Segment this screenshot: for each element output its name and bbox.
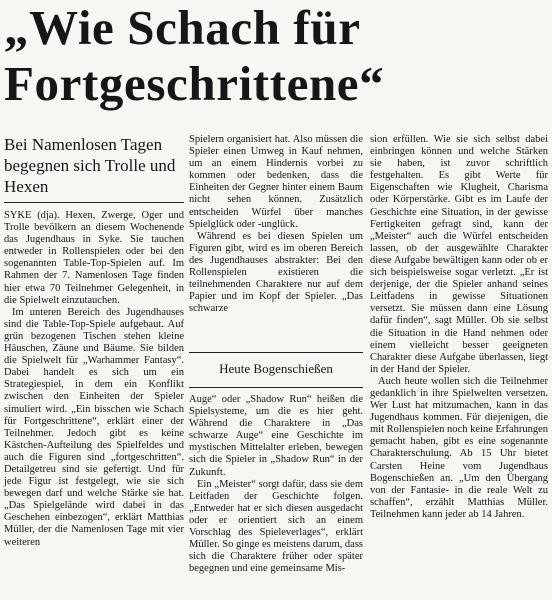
paragraph: Auch heute wollen sich die Teilnehmer gedanklich in ihre Spielwelten versetzen. Wer Lust hat mitzumachen, kann in das Jugendhaus kommen. Für diejenigen, die mit Rollenspielen noch keine Erfahrungen gemacht haben, gibt es eine sogenannte Charakterschulung. Ab 15 Uhr bietet Carsten Heine vom Jugendhaus Bogenschießen an. „Um den Übergang von der Fantasie- in die reale Welt zu schaffen“, erzählt Matthias Müller. Teilnehmen kann jeder ab 14 Jahren. — [370, 375, 548, 520]
headline — [4, 0, 550, 112]
headline-line-2: Fortgeschrittene“ — [4, 56, 385, 111]
subhead-divider — [4, 202, 184, 203]
article-column-3 — [370, 134, 548, 521]
section-heading: Heute Bogenschießen — [189, 352, 363, 388]
article-column-2-top — [189, 134, 363, 315]
article-column-1 — [4, 210, 184, 549]
subheadline: Bei Namenlosen Tagen begegnen sich Trolle und Hexen — [4, 135, 176, 196]
paragraph: Ein „Meister“ sorgt dafür, dass sie dem Leitfaden der Geschichte folgen. „Entweder hat er sich diesen ausgedacht oder er orientiert sich an einem Vorschlag des Spieleverlages“, erklärt Müller. So ginge es meistens darum, dass sich die Charaktere früher oder später begegnen und eine gemeinsame Mis- — [189, 478, 363, 575]
article-column-2-bottom — [189, 394, 363, 575]
paragraph: sion erfüllen. Wie sie sich selbst dabei einbringen können und welche Stärken sie haben, ist zuvor schriftlich festgehalten. Es gibt Werte für Eigenschaften wie Klugheit, Charisma oder Körperstärke. Gibt es im Laufe der Geschichte eine Situation, in der gewisse Fertigkeiten gefragt sind, kann der „Meister“ auch die Würfel entscheiden lassen, ob der ausgewählte Charakter diese Aufgabe bewältigen kann oder ob er sich beispielsweise sogar verletzt. „Er ist derjenige, der die Spieler anhand seines Leitfadens in gewisse Situationen versetzt. Sie müssen dann eine Lösung dafür finden“, sagt Müller. Ob sie selbst die Situation in die Hand nehmen oder einem vielleicht besser geeigneten Charakter diese Aufgabe überlassen, liegt in der Hand der Spieler. — [370, 134, 548, 375]
paragraph: Auge“ oder „Shadow Run“ heißen die Spielsysteme, um die es hier geht. Während die Charaktere in „Das schwarze Auge“ eine Geschichte im mystischen Mittelalter erleben, bewegen sich die Spieler in „Shadow Run“ in der Zukunft. — [189, 394, 363, 478]
paragraph: Im unteren Bereich des Jugendhauses sind die Table-Top-Spiele aufgebaut. Auf grün bezogenen Tischen stehen kleine Häuschen, Zäune und Bäume. Sie bilden die Spielwelt für „Warhammer Fantasy“. Dabei handelt es sich um ein Strategiespiel, in dem ein Konflikt zwischen den Einheiten der Spieler simuliert wird. „Ein bisschen wie Schach für Fortgeschrittene“, erklärt einer der Teilnehmer. Jedoch gibt es keine Kästchen-Aufteilung des Spielfeldes und auch die Figuren sind „fortgeschritten“. Detailgetreu sind sie gefertigt. Und für jede Figur ist festgelegt, wie sie sich bewegen darf und welche Stärke sie hat. „Das Spielgelände wird dabei in das Geschehen einbezogen“, erklärt Matthias Müller, der die Namenlosen Tage mit vier weiteren — [4, 306, 184, 548]
paragraph: Spielern organisiert hat. Also müssen die Spieler einen Umweg in Kauf nehmen, um an einem Hindernis vorbei zu kommen oder bedenken, dass die Einheiten der Gegner hinter einem Baum nicht sehen können. Zusätzlich entscheiden Würfel über manches Spielglück oder -unglück. — [189, 134, 363, 230]
headline-line-1: „Wie Schach für — [4, 0, 361, 55]
paragraph: Während es bei diesen Spielen um Figuren gibt, wird es im oberen Bereich des Jugendhauses abstrakter: Bei den Rollenspielen existieren die teilnehmenden Charaktere nur auf dem Papier und im Kopf der Spieler. „Das schwarze — [189, 230, 363, 315]
paragraph: SYKE (dja). Hexen, Zwerge, Oger und Trolle bevölkern an diesem Wochenende das Jugendhaus in Syke. Sie tauchen entweder in Rollenspielen oder bei den sogenannten Table-Top-Spielen auf. Im Rahmen der 7. Namenlosen Tage finden hier etwa 70 Teilnehmer Gelegenheit, in die Spielwelt einzutauchen. — [4, 210, 184, 306]
